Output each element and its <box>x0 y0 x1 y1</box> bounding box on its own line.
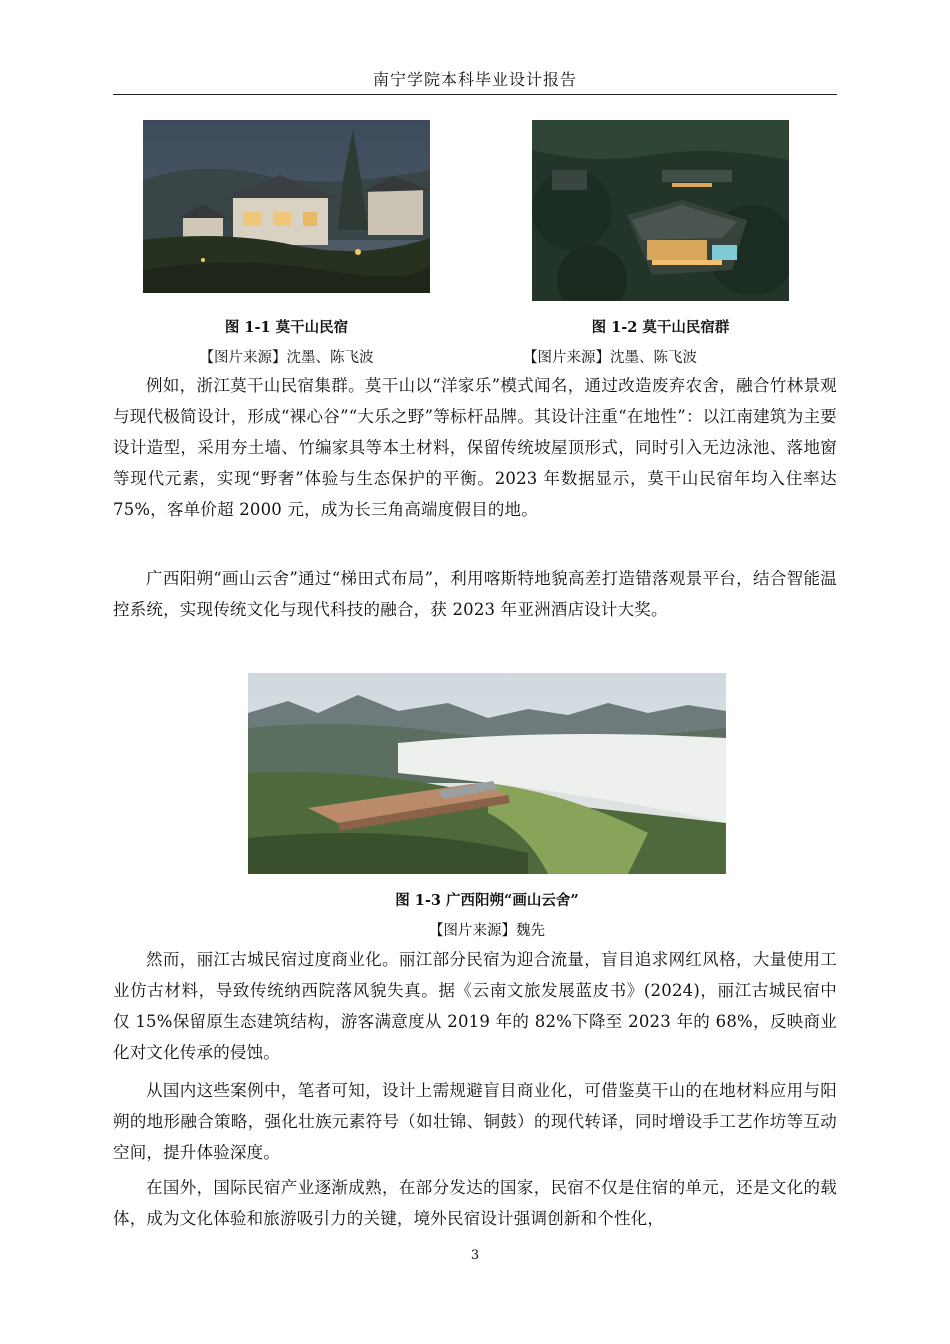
figure-1-3-source: 【图片来源】魏先 <box>429 923 545 939</box>
paragraph-moganshan: 例如，浙江莫干山民宿集群。莫干山以“洋家乐”模式闻名，通过改造废弃农舍，融合竹林景观与现代极简设计，形成“裸心谷”“大乐之野”等标杆品牌。其设计注重“在地性”：以江南建筑为主要设计造型，采用夯土墙、竹编家具等本土材料，保留传统坡屋顶形式，同时引入无边泳池、落地窗等现代元素，实现“野奢”体验与生态保护的平衡。2023 年数据显示，莫干山民宿年均入住率达 75%，客单价超 2000 元，成为长三角高端度假目的地。 <box>113 376 837 519</box>
figure-1-2-source: 【图片来源】沈墨、陈飞波 <box>523 350 697 366</box>
figure-1-3-photo <box>248 673 726 874</box>
figure-1-3-caption: 图 1-3 广西阳朔“画山云舍” <box>395 892 579 909</box>
paragraph-yangshuo: 广西阳朔“画山云舍”通过“梯田式布局”，利用喀斯特地貌高差打造错落观景平台，结合智能温控系统，实现传统文化与现代科技的融合，获 2023 年亚洲酒店设计大奖。 <box>113 569 837 619</box>
page-header: 南宁学院本科毕业设计报告 <box>113 66 837 95</box>
figure-1-1-caption: 图 1-1 莫干山民宿 <box>224 319 349 336</box>
paragraph-domestic-lessons: 从国内这些案例中，笔者可知，设计上需规避盲目商业化，可借鉴莫干山的在地材料应用与阳朔的地形融合策略，强化壮族元素符号（如壮锦、铜鼓）的现代转译，同时增设手工艺作坊等互动空间，提升体验深度。 <box>113 1081 837 1162</box>
paragraph-international: 在国外，国际民宿产业逐渐成熟，在部分发达的国家，民宿不仅是住宿的单元，还是文化的载体，成为文化体验和旅游吸引力的关键，境外民宿设计强调创新和个性化， <box>113 1178 837 1228</box>
figure-1-1-photo <box>143 120 430 293</box>
figure-1-1-source: 【图片来源】沈墨、陈飞波 <box>199 350 374 366</box>
paragraph-lijiang: 然而，丽江古城民宿过度商业化。丽江部分民宿为迎合流量，盲目追求网红风格，大量使用工业仿古材料，导致传统纳西院落风貌失真。据《云南文旅发展蓝皮书》(2024)，丽江古城民宿中仅 15%保留原生态建筑结构，游客满意度从 2019 年的 82%下降至 2023 年的 68%，反映商业化对文化传承的侵蚀。 <box>113 950 837 1062</box>
figure-1-2-photo <box>532 120 789 301</box>
page-number: 3 <box>470 1248 480 1263</box>
figure-1-2-caption: 图 1-2 莫干山民宿群 <box>591 319 730 336</box>
